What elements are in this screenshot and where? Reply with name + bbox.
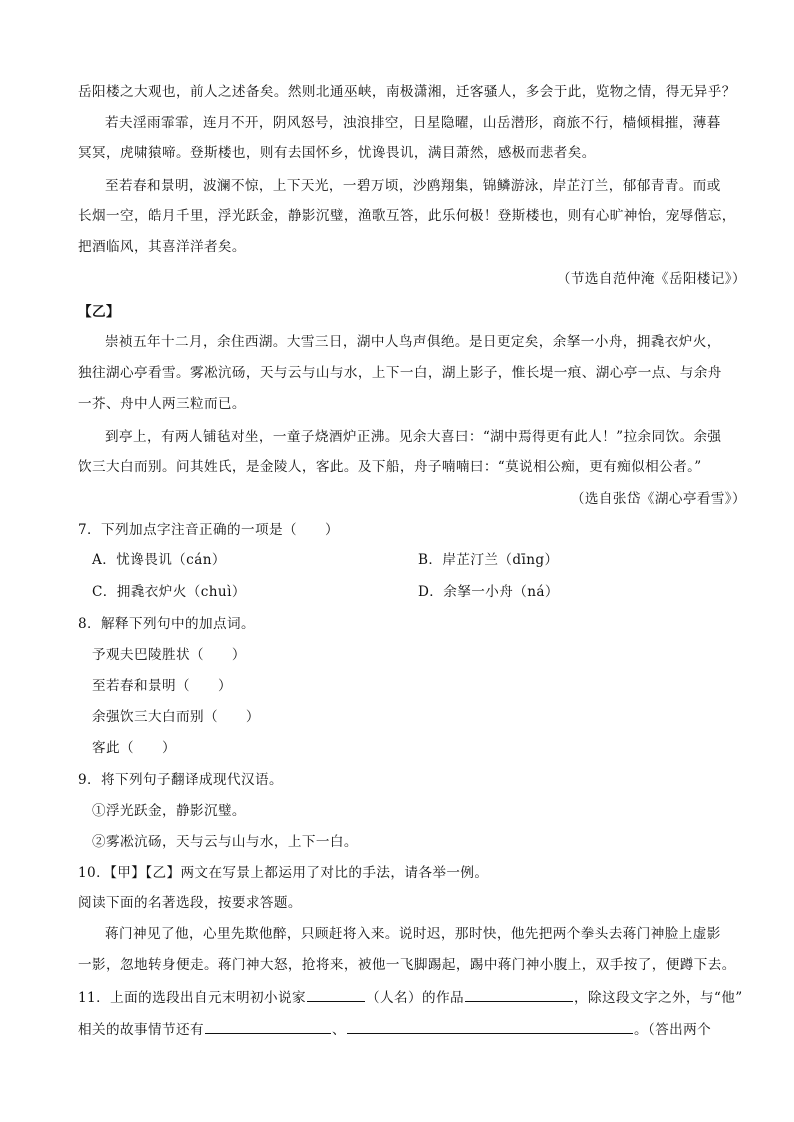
question-7-option-d: D．余拏一小舟（ná） [418, 584, 559, 600]
question-11-line-1 [78, 987, 743, 1008]
question-11-part-3: ，除这段文字之外，与“他” [573, 990, 743, 1006]
jia-paragraph-3-line-3: 把酒临风，其喜洋洋者矣。 [78, 239, 246, 255]
question-7-option-a: A．忧谗畏讥（cán） [92, 552, 226, 568]
yi-label: 【乙】 [78, 304, 120, 320]
question-11-part-2: （人名）的作品 [366, 990, 464, 1006]
yi-paragraph-1-line-1: 崇祯五年十二月，余住西湖。大雪三日，湖中人鸟声俱绝。是日更定矣，余拏一小舟，拥毳衣炉火， [105, 334, 721, 350]
jia-paragraph-3-line-1: 至若春和景明，波澜不惊，上下天光，一碧万顷，沙鸥翔集，锦鳞游泳，岸芷汀兰，郁郁青青。而或 [105, 178, 721, 194]
question-9-item-1: ①浮光跃金，静影沉璧。 [92, 803, 246, 819]
question-9-item-2: ②雾凇沆砀，天与云与山与水，上下一白。 [92, 834, 358, 850]
question-11-line-2 [78, 1019, 711, 1040]
question-11-part-4: 相关的故事情节还有 [78, 1022, 204, 1038]
jia-paragraph-3-line-2: 长烟一空，皓月千里，浮光跃金，静影沉璧，渔歌互答，此乐何极！登斯楼也，则有心旷神怡，宠辱偕忘， [78, 208, 736, 224]
question-11-part-1: 11．上面的选段出自元末明初小说家 [78, 990, 307, 1006]
question-7-stem: 7．下列加点字注音正确的一项是（ ） [78, 522, 339, 538]
question-7-option-b: B．岸芷汀兰（dīng） [418, 552, 559, 568]
question-8-item-1: 予观夫巴陵胜状（ ） [92, 647, 246, 663]
jia-paragraph-1: 岳阳楼之大观也，前人之述备矣。然则北通巫峡，南极潇湘，迁客骚人，多会于此，览物之情，得无异乎？ [78, 84, 736, 100]
question-11-part-6: 。（答出两个 [633, 1022, 712, 1038]
question-7-option-c: C．拥毳衣炉火（chuì） [92, 584, 246, 600]
jia-source: （节选自范仲淹《岳阳楼记》） [556, 271, 746, 287]
yi-paragraph-1-line-3: 一芥、舟中人两三粒而已。 [78, 396, 246, 412]
reading-excerpt-line-2: 一影，忽地转身便走。蒋门神大怒，抢将来，被他一飞脚踢起，踢中蒋门神小腹上，双手按了，便蹲下去。 [78, 957, 736, 973]
reading-intro: 阅读下面的名著选段，按要求答题。 [78, 895, 302, 911]
jia-paragraph-2-line-2: 冥冥，虎啸猿啼。登斯楼也，则有去国怀乡，忧谗畏讥，满目萧然，感极而悲者矣。 [78, 145, 596, 161]
question-9-stem: 9．将下列句子翻译成现代汉语。 [78, 772, 283, 788]
question-11-part-5: 、 [331, 1022, 346, 1038]
yi-source: （选自张岱《湖心亭看雪》） [570, 491, 746, 507]
question-8-item-2: 至若春和景明（ ） [92, 678, 232, 694]
reading-excerpt-line-1: 蒋门神见了他，心里先欺他醉，只顾赶将入来。说时迟，那时快，他先把两个拳头去蒋门神脸上虚影 [105, 926, 721, 942]
yi-paragraph-2-line-1: 到亭上，有两人铺毡对坐，一童子烧酒炉正沸。见余大喜曰：“湖中焉得更有此人！”拉余同饮。余强 [105, 429, 722, 445]
yi-paragraph-1-line-2: 独往湖心亭看雪。雾凇沆砀，天与云与山与水，上下一白，湖上影子，惟长堤一痕、湖心亭一点、与余舟 [78, 365, 722, 381]
question-8-item-3: 余强饮三大白而别（ ） [92, 709, 260, 725]
jia-paragraph-2-line-1: 若夫淫雨霏霏，连月不开，阴风怒号，浊浪排空，日星隐曜，山岳潜形，商旅不行，樯倾楫摧，薄暮 [105, 115, 721, 131]
yi-paragraph-2-line-2: 饮三大白而别。问其姓氏，是金陵人，客此。及下船，舟子喃喃曰：“莫说相公痴，更有痴似相公者。” [78, 459, 702, 475]
plot-answer-blank-2[interactable] [347, 1019, 633, 1034]
question-8-stem: 8．解释下列句中的加点词。 [78, 616, 255, 632]
plot-answer-blank-1[interactable] [205, 1019, 331, 1034]
question-8-item-4: 客此（ ） [92, 740, 176, 756]
author-answer-blank[interactable] [307, 987, 365, 1002]
work-answer-blank[interactable] [465, 987, 573, 1002]
question-10-stem: 10．【甲】【乙】两文在写景上都运用了对比的手法，请各举一例。 [78, 865, 489, 881]
